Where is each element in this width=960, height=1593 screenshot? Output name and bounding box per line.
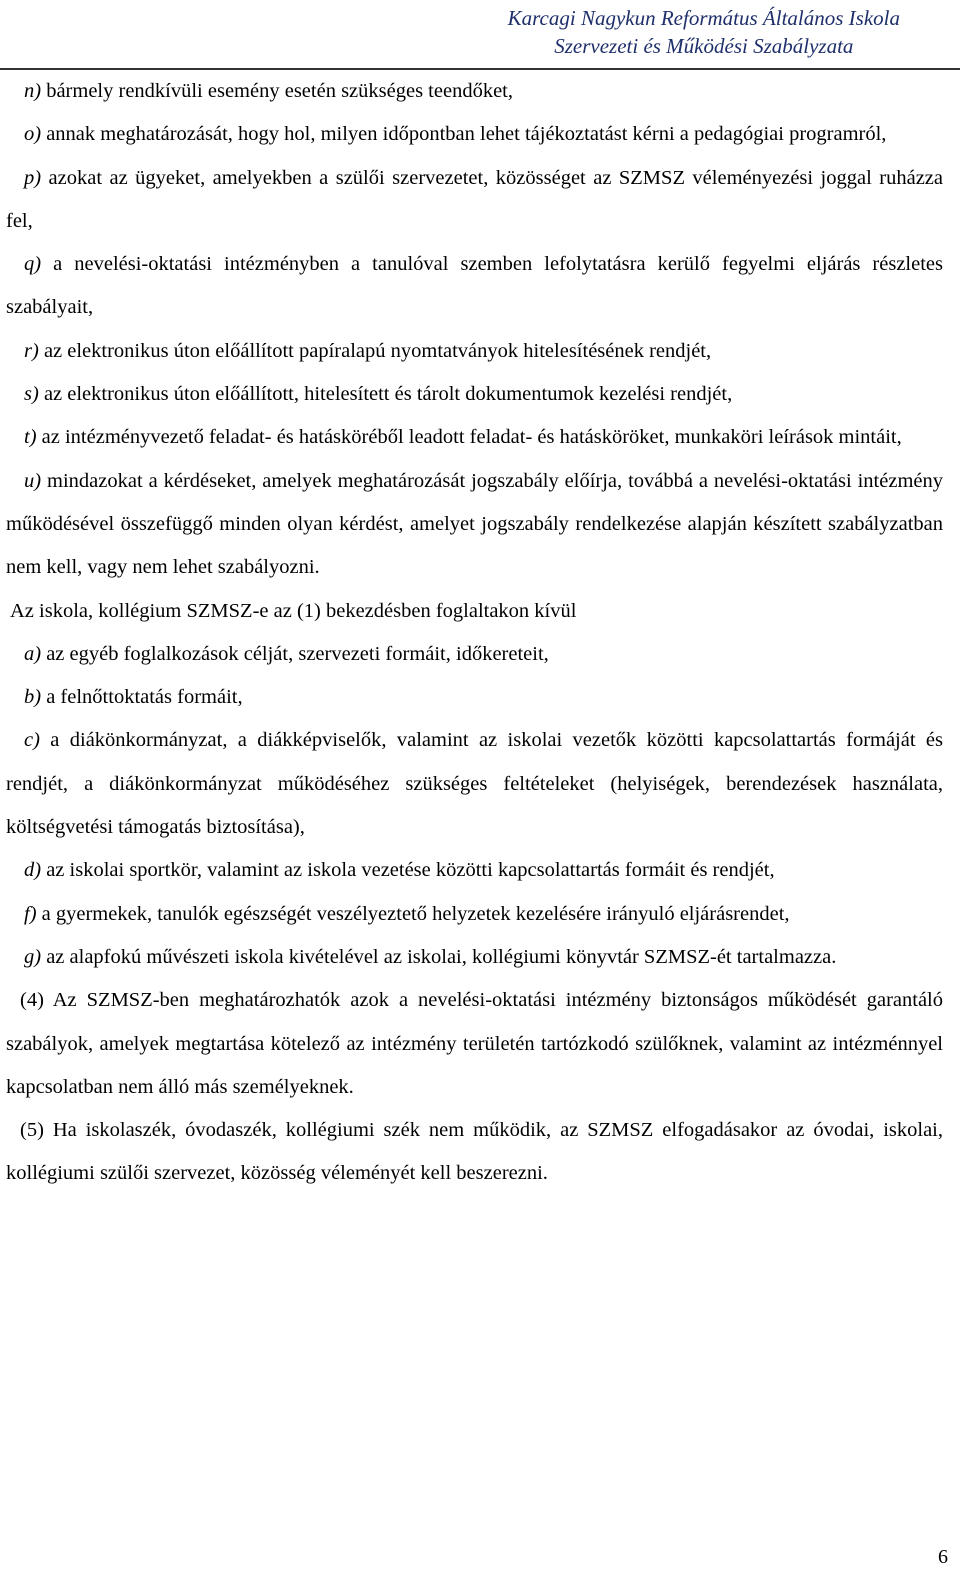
- list-item-text: azokat az ügyeket, amelyekben a szülői szervezetet, közösséget az SZMSZ véleményezési joggal ruházza fel,: [6, 166, 943, 232]
- list-item-text: az elektronikus úton előállított papíralapú nyomtatványok hitelesítésének rendjét,: [38, 339, 712, 362]
- list-item-f: [6, 893, 943, 936]
- list-item-label: p): [24, 166, 42, 189]
- list-item-text: a felnőttoktatás formáit,: [41, 686, 243, 709]
- header-document-title: Szervezeti és Működési Szabályzata: [554, 34, 854, 58]
- document-body: [6, 70, 943, 1196]
- list-item-text: annak meghatározását, hogy hol, milyen időpontban lehet tájékoztatást kérni a pedagógiai programról,: [41, 123, 887, 146]
- paragraph-4: (4) Az SZMSZ-ben meghatározhatók azok a nevelési-oktatási intézmény biztonságos működését garantáló szabályok, amelyek megtartása kötelező az intézmény területén tartózkodó szülőknek, valamint az intézménnyel kapcsolatban nem álló más személyeknek.: [6, 989, 943, 1098]
- list-item-label: f): [24, 902, 37, 925]
- list-item-a: [6, 633, 943, 676]
- list-item-label: u): [24, 469, 42, 492]
- list-item-label: n): [24, 80, 42, 102]
- list-item-text: az alapfokú művészeti iskola kivételével az iskolai, kollégiumi könyvtár SZMSZ-ét tartalmazza.: [41, 945, 837, 968]
- list-item-label: c): [24, 729, 40, 752]
- list-item-label: s): [24, 383, 39, 406]
- list-item-text: a nevelési-oktatási intézményben a tanulóval szemben lefolytatásra kerülő fegyelmi eljárás részletes szabályait,: [6, 253, 943, 319]
- list-item-c: [6, 719, 943, 849]
- list-item-label: q): [24, 253, 42, 276]
- list-item-text: az egyéb foglalkozások célját, szervezeti formáit, időkereteit,: [41, 642, 549, 665]
- list-item-g: [6, 936, 943, 979]
- list-item-b: [6, 676, 943, 719]
- section-intro: Az iskola, kollégium SZMSZ-e az (1) bekezdésben foglaltakon kívül: [10, 599, 577, 622]
- page-header: [508, 4, 900, 60]
- list-item-label: g): [24, 945, 42, 968]
- list-item-p: [6, 157, 943, 244]
- list-item-d: [6, 849, 943, 892]
- list-item-text: az intézményvezető feladat- és hatásköréből leadott feladat- és hatásköröket, munkaköri leírások mintáit,: [36, 426, 902, 449]
- list-item-label: b): [24, 686, 42, 709]
- list-item-r: [6, 330, 943, 373]
- paragraph-5: (5) Ha iskolaszék, óvodaszék, kollégiumi szék nem működik, az SZMSZ elfogadásakor az óvodai, iskolai, kollégiumi szülői szervezet, közösség véleményét kell beszerezni.: [6, 1119, 943, 1185]
- list-item-text: a gyermekek, tanulók egészségét veszélyeztető helyzetek kezelésére irányuló eljárásrendet,: [36, 902, 790, 925]
- list-item-o: [6, 113, 943, 156]
- list-item-q: [6, 243, 943, 330]
- list-item-s: [6, 373, 943, 416]
- list-item-label: r): [24, 339, 39, 362]
- list-item-n: [6, 70, 943, 113]
- list-item-text: bármely rendkívüli esemény esetén szükséges teendőket,: [41, 80, 513, 102]
- list-item-label: a): [24, 642, 42, 665]
- list-item-text: mindazokat a kérdéseket, amelyek meghatározását jogszabály előírja, továbbá a nevelési-oktatási intézmény működésével összefüggő minden olyan kérdést, amelyet jogszabály rendelkezése alapján készített szabályzatban nem kell, vagy nem lehet szabályozni.: [6, 469, 943, 579]
- list-item-label: o): [24, 123, 42, 146]
- list-item-text: a diákönkormányzat, a diákképviselők, valamint az iskolai vezetők közötti kapcsolattartás formáját és rendjét, a diákönkormányzat működéséhez szükséges feltételeket (helyiségek, berendezések használata, költségvetési támogatás biztosítása),: [6, 729, 943, 839]
- list-item-label: t): [24, 426, 37, 449]
- list-item-text: az elektronikus úton előállított, hitelesített és tárolt dokumentumok kezelési rendjét,: [38, 383, 733, 406]
- list-item-t: [6, 416, 943, 459]
- list-item-text: az iskolai sportkör, valamint az iskola vezetése közötti kapcsolattartás formáit és rendjét,: [41, 859, 775, 882]
- page-number: 6: [938, 1546, 948, 1568]
- header-school-name: Karcagi Nagykun Református Általános Iskola: [507, 6, 900, 30]
- list-item-label: d): [24, 859, 42, 882]
- list-item-u: [6, 460, 943, 590]
